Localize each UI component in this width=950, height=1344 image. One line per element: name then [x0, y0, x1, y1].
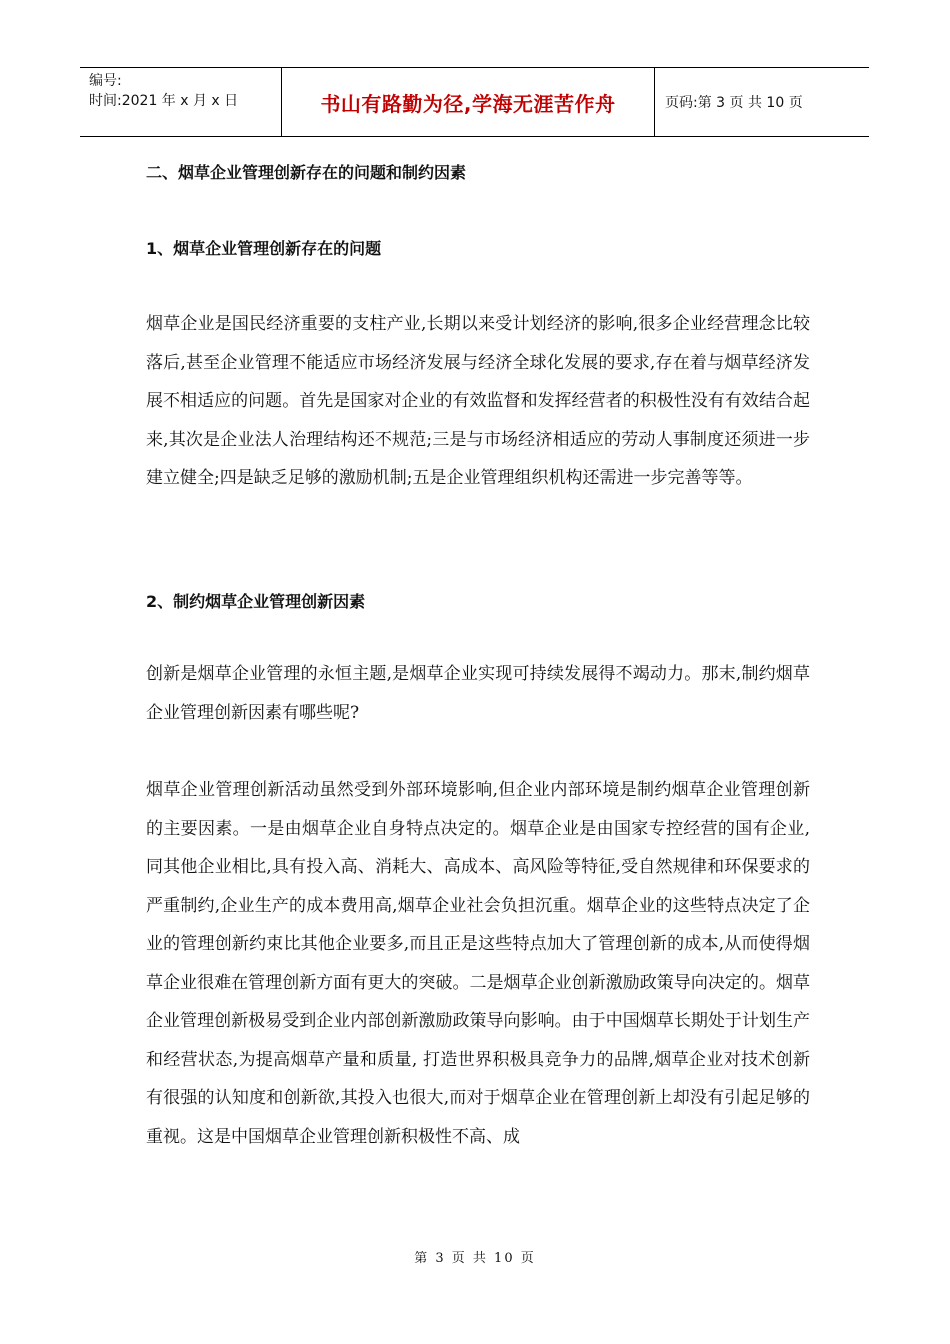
paragraph-problems: 烟草企业是国民经济重要的支柱产业,长期以来受计划经济的影响,很多企业经营理念比较落后,甚至企业管理不能适应市场经济发展与经济全球化发展的要求,存在着与烟草经济发展不相适应的问题。首先是国家对企业的有效监督和发挥经营者的积极性没有有效结合起来,其次是企业法人治理结构还不规范;三是与市场经济相适应的劳动人事制度还须进一步建立健全;四是缺乏足够的激励机制;五是企业管理组织机构还需进一步完善等等。	[146, 314, 810, 488]
date-label: 时间:2021 年 x 月 x 日	[89, 93, 239, 109]
header-meta	[80, 68, 281, 136]
header-motto: 书山有路勤为径,学海无涯苦作舟	[320, 91, 616, 116]
section-title: 二、烟草企业管理创新存在的问题和制约因素	[146, 163, 467, 182]
number-label: 编号:	[89, 73, 122, 89]
page-info: 页码:第 3 页 共 10 页	[665, 95, 803, 111]
page-footer: 第 3 页 共 10 页	[414, 1251, 536, 1266]
subsection-title-1: 1、烟草企业管理创新存在的问题	[146, 239, 382, 258]
page-header	[80, 67, 869, 137]
paragraph-innovation-factors: 烟草企业管理创新活动虽然受到外部环境影响,但企业内部环境是制约烟草企业管理创新的主要因素。一是由烟草企业自身特点决定的。烟草企业是由国家专控经营的国有企业,同其他企业相比,具有投入高、消耗大、高成本、高风险等特征,受自然规律和环保要求的严重制约,企业生产的成本费用高,烟草企业社会负担沉重。烟草企业的这些特点决定了企业的管理创新约束比其他企业要多,而且正是这些特点加大了管理创新的成本,从而使得烟草企业很难在管理创新方面有更大的突破。二是烟草企业创新激励政策导向决定的。烟草企业管理创新极易受到企业内部创新激励政策导向影响。由于中国烟草长期处于计划生产和经营状态,为提高烟草产量和质量, 打造世界积极具竞争力的品牌,烟草企业对技术创新有很强的认知度和创新欲,其投入也很大,而对于烟草企业在管理创新上却没有引起足够的重视。这是中国烟草企业管理创新积极性不高、成	[146, 780, 810, 1147]
paragraph-innovation-intro: 创新是烟草企业管理的永恒主题,是烟草企业实现可持续发展得不竭动力。那末,制约烟草企业管理创新因素有哪些呢?	[146, 664, 810, 723]
subsection-title-2: 2、制约烟草企业管理创新因素	[146, 592, 366, 611]
header-motto-cell	[281, 68, 655, 136]
